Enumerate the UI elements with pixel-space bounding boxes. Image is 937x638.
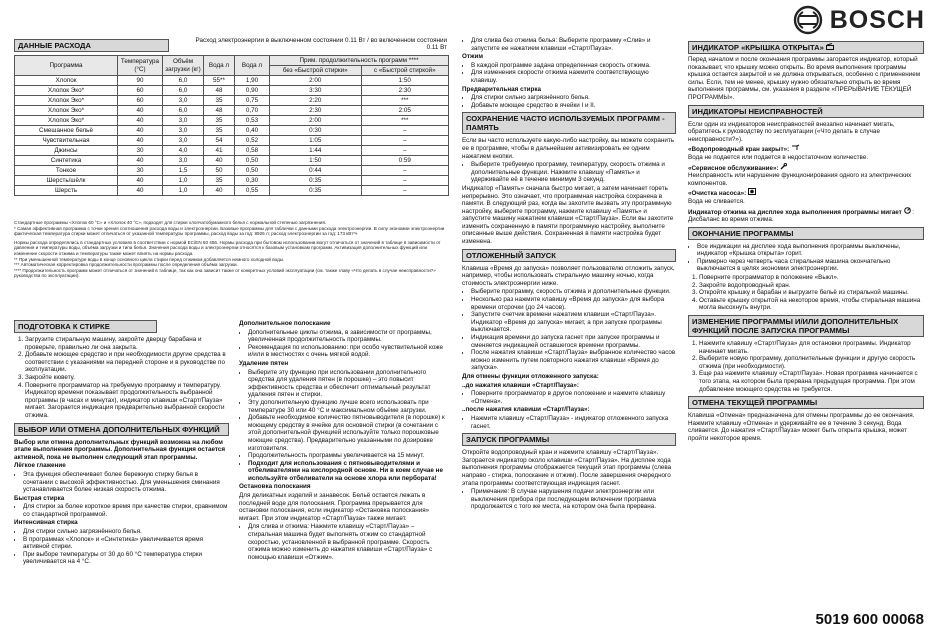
list-item: • Эту дополнительную функцию лучше всего использовать при температуре 30 или 40 °C и максимальном объёме загрузки. bbox=[248, 399, 449, 414]
list-item: • Запустите счетчик времени нажатием клавиши «Старт/Пауза». Индикатор «Время до запуска» мигает, а при запуске программы выключается. bbox=[471, 311, 676, 334]
list-item: • Индикация времени до запуска гаснет при запуске программы и сменяется индикацией оставшегося времени программы. bbox=[471, 334, 676, 349]
table-cell: – bbox=[361, 186, 449, 196]
table-cell: 6,0 bbox=[163, 86, 204, 96]
table-cell: 2:00 bbox=[270, 76, 362, 86]
list-item: • Для стирки сильно загрязнённого белья. bbox=[23, 528, 229, 536]
col-quick: с «Быстрой стиркой» bbox=[361, 66, 449, 76]
cancel-delay-title: Для отмены функции отложенного запуска: bbox=[462, 372, 599, 380]
list-item: • Дополнительные циклы отжима, в зависимости от программы, увеличенная продолжительность программы. bbox=[248, 329, 449, 344]
fault-header: ИНДИКАТОРЫ НЕИСПРАВНОСТЕЙ bbox=[688, 105, 924, 118]
table-cell: 60 bbox=[118, 86, 163, 96]
list-item: • Все индикации на дисплее хода выполнения программы выключены, индикатор «Крышка открыта» горит. bbox=[697, 243, 924, 258]
start-text: Откройте водопроводный кран и нажмите клавишу «Старт/Пауза». Загорается индикатор около клавиши «Старт/Пауза». На дисплее хода выполнения программы отображается текущий этап программы (слева направо - стирка, полоскание и отжим). После завершения очередного этапа программы соответствующая индикация гаснет. bbox=[462, 449, 672, 487]
table-cell: 0,70 bbox=[235, 106, 270, 116]
column-left bbox=[14, 320, 229, 620]
table-cell: *** bbox=[361, 96, 449, 106]
column-right-mid bbox=[462, 37, 676, 627]
lid-header bbox=[688, 41, 924, 54]
end-header: ОКОНЧАНИЕ ПРОГРАММЫ bbox=[688, 227, 924, 240]
table-cell: 4,0 bbox=[163, 146, 204, 156]
table-cell: 1:05 bbox=[270, 136, 362, 146]
table-cell: 30 bbox=[118, 166, 163, 176]
footnote: **** Продолжительность программ может отличаться от значений в таблице, так как она зависит также от конкретных условий эксплуатации (см. также главу «Что делать в случае неисправности?» руководства по эксплуатации). bbox=[14, 267, 436, 279]
delay-header: ОТЛОЖЕННЫЙ ЗАПУСК bbox=[462, 249, 676, 262]
list-item: 1. Поверните программатор в положение «Выкл». bbox=[699, 274, 924, 282]
rinse-title: Дополнительное полоскание bbox=[239, 320, 331, 327]
table-cell: 1,0 bbox=[163, 186, 204, 196]
table-cell: 35 bbox=[204, 126, 235, 136]
col-load: Объём загрузки (кг) bbox=[163, 56, 204, 76]
tap-text: Вода не подается или подается в недостаточном количестве. bbox=[688, 153, 869, 161]
pump-title: «Очистка насоса»: bbox=[688, 190, 747, 198]
wrench-icon bbox=[780, 165, 787, 172]
list-item: • При выборе температуры от 30 до 60 °C температура стирки увеличивается на 4 °C. bbox=[23, 551, 229, 566]
table-cell: 40 bbox=[118, 176, 163, 186]
table-cell-program: Хлопок Эко* bbox=[15, 86, 118, 96]
list-item: 3. Закройте кювету. bbox=[25, 374, 229, 382]
document-code: 5019 600 00068 bbox=[815, 611, 924, 628]
table-cell: 1,0 bbox=[163, 176, 204, 186]
footnote: ** При уменьшенной температуре воды в конце основного цикла стирки перед отжимом добавляется немного холодной воды. bbox=[14, 256, 285, 262]
list-item: 1. Загрузите стиральную машину, закройте дверцу барабана и проверьте, правильно ли она закрыта. bbox=[25, 336, 229, 351]
table-cell: 48 bbox=[204, 86, 235, 96]
list-item: 2. Закройте водопроводный кран. bbox=[699, 282, 924, 290]
table-cell: 55** bbox=[204, 76, 235, 86]
table-cell: 3,0 bbox=[163, 136, 204, 146]
pump-icon bbox=[748, 190, 756, 197]
table-cell: 1:44 bbox=[270, 146, 362, 156]
tap-icon bbox=[791, 146, 800, 153]
table-cell: – bbox=[361, 136, 449, 146]
spin-title: Отжим bbox=[462, 53, 484, 61]
memory-header: СОХРАНЕНИЕ ЧАСТО ИСПОЛЬЗУЕМЫХ ПРОГРАММ - ПАМЯТЬ bbox=[462, 112, 676, 134]
brand-logo bbox=[793, 5, 925, 35]
table-cell: 0:30 bbox=[270, 126, 362, 136]
table-row bbox=[15, 76, 449, 86]
list-item: • Несколько раз нажмите клавишу «Время до запуска» для выбора времени отсрочки (до 24 часов). bbox=[471, 296, 676, 311]
table-cell: 40 bbox=[118, 116, 163, 126]
table-row bbox=[15, 156, 449, 166]
table-cell: 0,90 bbox=[235, 86, 270, 96]
pump-text: Вода не сливается. bbox=[688, 197, 745, 205]
list-item: • Для стирки сильно загрязнённого белья. bbox=[471, 94, 676, 102]
memory-text2: Индикатор «Память» сначала быстро мигает, а затем начинает гореть непрерывно. Это означает, что программная настройка сохранена в памяти. В следующий раз, когда вы захотите вызвать эту программную настройку, выберите программу, нажмите клавишу «Память» и запустите машину нажатием клавиши «Старт/Пауза». Если вы захотите изменить сохраненную в памяти программную настройку, выполните описанные выше действия. Сохраненная в памяти настройка будет изменена. bbox=[462, 184, 674, 246]
table-cell: 0:44 bbox=[270, 166, 362, 176]
table-cell-program: Хлопок bbox=[15, 76, 118, 86]
list-item: • Для слива и отжима: Нажмите клавишу «Старт/Пауза» – стиральная машина будет выполнять отжим со стандартной скоростью, установленной в выбранной программе. Скорость отжима можно изменить до нажатия клавиши «Старт/Пауза» с помощью клавиши «Отжим». bbox=[248, 523, 449, 561]
table-cell-program: Смешанное бельё bbox=[15, 126, 118, 136]
table-cell: 3,0 bbox=[163, 156, 204, 166]
cancel-text: Клавиша «Отмена» предназначена для отмены программы до ее окончания. Нажмите клавишу «Отмена» и удерживайте ее в течение 3 секунд. Вода сливается. До нажатия «Старт/Пауза» может быть открыта крышка, может пройти некоторое время. bbox=[688, 412, 915, 442]
table-cell-program: Шерсть bbox=[15, 186, 118, 196]
spin-icon bbox=[904, 209, 911, 216]
footnote: * Самая эффективная программа с точки зрения соотношения расхода воды и электроэнергии. Базовые программы для таблички с данными расхода электроэнергии. В силу экономии электроэнергии фактическая температура стирки может отличаться от указанной температуры программы, расход воды за год: 8926 л; расход электроэнергии за год: 173 кВт*ч bbox=[14, 225, 445, 237]
table-cell: 0,50 bbox=[235, 166, 270, 176]
light-title: Лёгкое глажение bbox=[14, 462, 66, 470]
lid-header-label: ИНДИКАТОР «КРЫШКА ОТКРЫТА» bbox=[692, 43, 824, 52]
before-title: ..до нажатия клавиши «Старт/Пауза»: bbox=[462, 381, 579, 389]
table-row bbox=[15, 136, 449, 146]
footnote: Стандартные программы «Хлопок 60 °C» и «Хлопок 40 °C», подходят для стирки хлопчатобумажного белья с нормальной степенью загрязнения. bbox=[14, 220, 327, 225]
list-item: • Примерно через четверть часа стиральная машина окончательно выключается в целях экономии электроэнергии. bbox=[697, 258, 924, 273]
col-duration: Прим. продолжительность программ **** bbox=[270, 56, 449, 66]
list-item: • Поверните программатор в другое положение и нажмите клавишу «Отмена». bbox=[471, 390, 676, 405]
table-cell: 35 bbox=[204, 176, 235, 186]
list-item: • Выберите требуемую программу, температуру, скорость отжима и дополнительные функции. Нажмите клавишу «Память» и удерживайте её в течение минимум 3 секунд. bbox=[471, 161, 676, 184]
list-item: • Нажмите клавишу «Старт/Пауза» - индикатор отложенного запуска гаснет. bbox=[471, 415, 676, 430]
col-no-quick: без «Быстрой стирки» bbox=[270, 66, 362, 76]
table-cell: 2:20 bbox=[270, 96, 362, 106]
table-cell: – bbox=[361, 146, 449, 156]
table-cell: 30 bbox=[118, 146, 163, 156]
intensive-title: Интенсивная стирка bbox=[14, 519, 78, 527]
table-row bbox=[15, 126, 449, 136]
list-item: 2. Выберите новую программу, дополнительные функции и другую скорость отжима (при необходимости). bbox=[699, 355, 924, 370]
table-cell: 50 bbox=[204, 166, 235, 176]
table-cell: 0,40 bbox=[235, 126, 270, 136]
footnote: Нормы расхода определялись в стандартных условиях в соответствии с нормой EC/EN 60 456. Нормы расхода при бытовом использовании могут отличаться от значений в таблице в зависимости от давления и температуры воды, объёма загрузки и типа белья. Значения расхода воды и электроэнергии относятся к базовым установкам программ. Активизация дополнительных функций или изменение скорости отжима и температуры также может влиять на нормы расхода. bbox=[14, 239, 441, 256]
table-cell: 0,75 bbox=[235, 96, 270, 106]
col-temp: Температура (°C) bbox=[118, 56, 163, 76]
consumption-table bbox=[14, 55, 449, 196]
extras-header: ВЫБОР ИЛИ ОТМЕНА ДОПОЛНИТЕЛЬНЫХ ФУНКЦИЙ bbox=[14, 423, 229, 436]
table-cell: 40 bbox=[204, 186, 235, 196]
table-cell-program: Джинсы bbox=[15, 146, 118, 156]
brand-name: BOSCH bbox=[829, 5, 925, 34]
footnote: *** Автоматическая корректировка продолжительности программы после определения объёма загрузки. bbox=[14, 262, 238, 268]
table-row bbox=[15, 96, 449, 106]
table-cell: 0:35 bbox=[270, 176, 362, 186]
table-cell-program: Хлопок Эко* bbox=[15, 96, 118, 106]
list-item: 3. Еще раз нажмите клавишу «Старт/Пауза». Новая программа начинается с того этапа, на котором была прервана предыдущая программа. При этом добавление моющего средства не требуется. bbox=[699, 370, 924, 393]
list-item: • Продолжительность программы увеличивается на 15 минут. bbox=[248, 452, 449, 460]
after-title: ..после нажатия клавиши «Старт/Пауза»: bbox=[462, 406, 590, 414]
lid-text: Перед началом и после окончания программы загорается индикатор, который показывает, что крышку можно открыть. Во время выполнения программы крышка остается закрытой и не должна открываться, особенно с применением силы. Если, тем не менее, крышку нужно обязательно открыть во время выполнения программы, см. указания в разделе «ПРЕРЫВАНИЕ ТЕКУЩЕЙ ПРОГРАММЫ». bbox=[688, 56, 921, 101]
list-item: • Выберите эту функцию при использовании дополнительного средства для удаления пятен (в порошке) – это повысит эффективность средства и обеспечит оптимальный результат удаления пятен и стирки. bbox=[248, 369, 449, 399]
table-cell: 54 bbox=[204, 136, 235, 146]
service-title: «Сервисное обслуживание»: bbox=[688, 164, 779, 172]
table-cell: 0,55 bbox=[235, 186, 270, 196]
table-cell: 40 bbox=[118, 156, 163, 166]
table-cell-program: Хлопок Эко* bbox=[15, 106, 118, 116]
display-text: Индикатор отжима на дисплее хода выполнения программы мигает bbox=[688, 208, 902, 216]
table-row bbox=[15, 176, 449, 186]
bosch-armature-icon bbox=[793, 5, 823, 35]
service-text: Неисправность или нарушение функционирования одного из электрических компонентов. bbox=[688, 172, 912, 187]
table-row bbox=[15, 116, 449, 126]
list-item: 2. Добавьте моющее средство и при необходимости другие средства в соответствии с указаниями на передней стороне и в руководстве по эксплуатации. bbox=[25, 351, 229, 374]
col-water: Вода л bbox=[204, 56, 235, 76]
lid-open-icon bbox=[826, 43, 834, 52]
list-item: • После нажатия клавиши «Старт/Пауза» выбранное количество часов можно изменить путем повторного нажатия клавиши «Время до запуска». bbox=[471, 349, 676, 372]
table-cell: 1:50 bbox=[270, 156, 362, 166]
table-cell: 41 bbox=[204, 146, 235, 156]
table-cell: 0,30 bbox=[235, 176, 270, 186]
list-item: 4. Поверните программатор на требуемую программу и температуру. Индикатор времени показывает продолжительность выбранной программы (в часах и минутах), индикатор клавиши «Старт/Пауза» мигает. Загорается индикация предварительно выбранной скорости отжима. bbox=[25, 382, 229, 420]
table-cell: 2:00 bbox=[270, 116, 362, 126]
table-cell: 40 bbox=[118, 136, 163, 146]
table-cell: 35 bbox=[204, 96, 235, 106]
table-cell: 1,5 bbox=[163, 166, 204, 176]
list-item: 1. Нажмите клавишу «Старт/Пауза» для остановки программы. Индикатор начинает мигать. bbox=[699, 340, 924, 355]
table-cell: 3:30 bbox=[270, 86, 362, 96]
stain-title: Удаление пятен bbox=[239, 359, 289, 367]
tap-title: «Водопроводный кран закрыт»: bbox=[688, 146, 790, 154]
list-item: • Для слива без отжима белья: Выберите программу «Слив» и запустите ее нажатием клавиши «Старт/Пауза». bbox=[471, 37, 676, 52]
table-cell: 60 bbox=[118, 96, 163, 106]
table-row bbox=[15, 166, 449, 176]
list-item: • Для изменения скорости отжима нажмите соответствующую клавишу. bbox=[471, 69, 676, 84]
list-item: 4. Оставьте крышку открытой на некоторое время, чтобы стиральная машина могла высохнуть внутри. bbox=[699, 297, 924, 312]
table-cell: 35 bbox=[204, 116, 235, 126]
display-text2: : Дисбаланс во время отжима. bbox=[688, 208, 915, 224]
table-cell: 0:59 bbox=[361, 156, 449, 166]
table-cell: 6,0 bbox=[163, 76, 204, 86]
table-cell: 40 bbox=[204, 156, 235, 166]
table-cell: 0,58 bbox=[235, 146, 270, 156]
table-cell: 2:05 bbox=[361, 106, 449, 116]
stop-title: Остановка полоскания bbox=[239, 483, 311, 491]
table-cell: 90 bbox=[118, 76, 163, 86]
list-item: • Примечание: В случае нарушения подачи электроэнергии или выключения прибора при последующем включении программа продолжается с того же места, на котором она была прервана. bbox=[471, 488, 676, 511]
consumption-note: Расход электроэнергии в выключенном состоянии 0.11 Вт / во включенном состоянии 0.11 Вт bbox=[195, 37, 447, 52]
table-cell: 1,90 bbox=[235, 76, 270, 86]
table-cell: – bbox=[361, 126, 449, 136]
table-cell: 40 bbox=[118, 186, 163, 196]
col-program: Программа bbox=[15, 56, 118, 76]
list-item: • В каждой программе задана определенная скорость отжима. bbox=[471, 62, 676, 70]
table-cell: 40 bbox=[118, 126, 163, 136]
list-item: • Добавьте необходимое количество пятновыводителя (в порошке) к моющему средству в ячейке для основной стирки (в сочетании с этой дополнительной функцией используйте только порошковые моющие средства). Предварительно указанными по дозировке изготовителя. bbox=[248, 414, 449, 452]
col-energy: Вода л bbox=[235, 56, 270, 76]
consumption-footnotes bbox=[14, 220, 449, 310]
cancel-header: ОТМЕНА ТЕКУЩЕЙ ПРОГРАММЫ bbox=[688, 396, 924, 409]
list-item: • Подходит для использования с пятновыводителями и отбеливателями на кислородной основе. Ни в коем случае не используйте отбеливатели на основе хлора или перборатa! bbox=[248, 460, 449, 483]
table-cell-program: Синтетика bbox=[15, 156, 118, 166]
extras-intro: Выбор или отмена дополнительных функций возможна на любом этапе выполнения программы. Дополнительная функция остается активной, пока не выполнен следующий этап программы. bbox=[14, 438, 226, 461]
table-cell: 3,0 bbox=[163, 96, 204, 106]
column-right bbox=[688, 41, 924, 596]
table-cell: – bbox=[361, 166, 449, 176]
prewash-title: Предварительная стирка bbox=[462, 85, 542, 93]
memory-text: Если вы часто используете какую-либо настройку, вы можете сохранить ее в программе, чтобы в дальнейшем активизировать ее одним нажатием кнопки. bbox=[462, 137, 675, 160]
table-cell-program: Хлопок Эко* bbox=[15, 116, 118, 126]
list-item: • Эта функция обеспечивает более бережную стирку белья в сочетании с высокой эффективностью. Для уменьшения сминания устанавливается более низкая скорость отжима. bbox=[23, 471, 229, 494]
table-header-row bbox=[15, 56, 449, 66]
consumption-header: ДАННЫЕ РАСХОДА bbox=[14, 39, 169, 52]
table-cell-program: Чувствительная bbox=[15, 136, 118, 146]
list-item: • Выберите программу, скорость отжима и дополнительные функции. bbox=[471, 288, 676, 296]
table-cell: 2:30 bbox=[270, 106, 362, 116]
delay-text: Клавиша «Время до запуска» позволяет пользователю отложить запуск, например, чтобы использовать стиральную машину ночью, когда стоимость электроэнергии ниже. bbox=[462, 264, 675, 287]
prep-steps bbox=[14, 336, 229, 420]
fault-text: Если один из индикаторов неисправностей внезапно начинает мигать, обратитесь к руководству по эксплуатации («Что делать в случае неисправности?»). bbox=[688, 120, 895, 143]
column-mid bbox=[239, 320, 449, 630]
start-header: ЗАПУСК ПРОГРАММЫ bbox=[462, 433, 676, 446]
table-cell: 0,53 bbox=[235, 116, 270, 126]
table-row bbox=[15, 146, 449, 156]
table-cell: 2:30 bbox=[361, 86, 449, 96]
list-item: • Рекомендация по использованию: при особо чувствительной коже и/или в местностях с очень мягкой водой. bbox=[248, 344, 449, 359]
fast-title: Быстрая стирка bbox=[14, 494, 65, 502]
list-item: • В программах «Хлопок» и «Синтетика» увеличивается время активной стирки. bbox=[23, 536, 229, 551]
list-item: • Для стирки за более короткое время при качестве стирки, сравнимом со стандартной программой. bbox=[23, 503, 229, 518]
table-row bbox=[15, 106, 449, 116]
list-item: • Добавьте моющее средство в ячейки I и II. bbox=[471, 102, 676, 110]
table-cell: 0,50 bbox=[235, 156, 270, 166]
table-row bbox=[15, 186, 449, 196]
table-cell: 3,0 bbox=[163, 116, 204, 126]
table-row bbox=[15, 86, 449, 96]
table-cell-program: Шерсть/шёлк bbox=[15, 176, 118, 186]
table-cell: 48 bbox=[204, 106, 235, 116]
table-cell: 40 bbox=[118, 106, 163, 116]
table-cell: 6,0 bbox=[163, 106, 204, 116]
table-cell: 3,0 bbox=[163, 126, 204, 136]
table-cell: 1:50 bbox=[361, 76, 449, 86]
prep-header: ПОДГОТОВКА К СТИРКЕ bbox=[14, 320, 157, 333]
table-cell: – bbox=[361, 176, 449, 186]
table-cell-program: Тонкое bbox=[15, 166, 118, 176]
table-cell: 0:35 bbox=[270, 186, 362, 196]
table-cell: *** bbox=[361, 116, 449, 126]
list-item: 3. Откройте крышку и барабан и выгрузите бельё из стиральной машины. bbox=[699, 289, 924, 297]
table-cell: 0,52 bbox=[235, 136, 270, 146]
change-header: ИЗМЕНЕНИЕ ПРОГРАММЫ И/ИЛИ ДОПОЛНИТЕЛЬНЫХ ФУНКЦИЙ ПОСЛЕ ЗАПУСКА ПРОГРАММЫ bbox=[688, 315, 924, 337]
stop-text: Для деликатных изделий и занавесок. Бельё остается лежать в последней воде для полоскания. Программа прерывается для остановки полоскания, если индикатор «Остановка полоскания» мигает. При этом индикатор «Старт/Пауза» также мигает. bbox=[239, 492, 430, 522]
